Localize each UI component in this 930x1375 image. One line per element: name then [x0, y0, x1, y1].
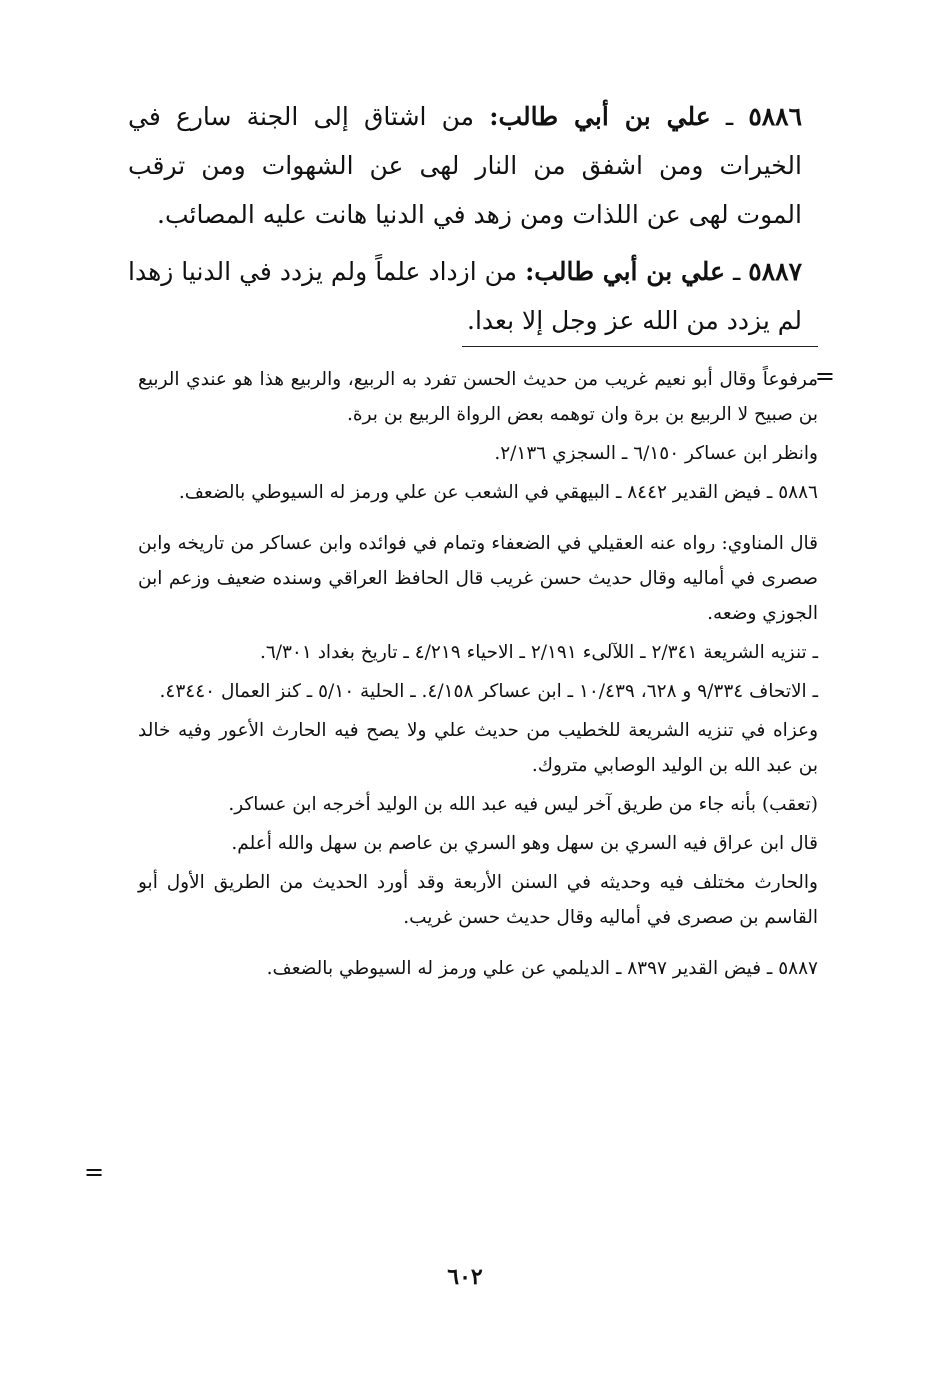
hadith-narrator: علي بن أبي طالب: [525, 257, 725, 286]
footnote-paragraph: قال ابن عراق فيه السري بن سهل وهو السري بن عاصم بن سهل والله أعلم. [231, 833, 818, 854]
footnote-paragraph: ـ الاتحاف ٩/٣٣٤ و ٦٢٨، ١٠/٤٣٩ ـ ابن عساكر ٤/١٥٨. ـ الحلية ٥/١٠ ـ كنز العمال ٤٣٤٤٠. [159, 681, 818, 702]
hadith-number: ٥٨٨٦ [748, 102, 803, 131]
footnote-paragraph: ـ تنزيه الشريعة ٢/٣٤١ ـ اللآلىء ٢/١٩١ ـ الاحياء ٤/٢١٩ ـ تاريخ بغداد ٦/٣٠١. [259, 642, 818, 663]
footnote-paragraph: ٥٨٨٦ ـ فيض القدير ٨٤٤٢ ـ البيهقي في الشعب عن علي ورمز له السيوطي بالضعف. [178, 482, 818, 503]
hadith-entry: ٥٨٨٦ ـ علي بن أبي طالب: من اشتاق إلى الجنة سارع في الخيرات ومن اشفق من النار لهى عن الشهوات ومن ترقب الموت لهى عن اللذات ومن زهد في الدنيا هانت عليه المصائب. [128, 102, 803, 229]
main-text [128, 92, 802, 353]
hadith-number: ٥٨٨٧ [748, 257, 803, 286]
hadith-text: من ازداد علماً ولم يزدد في الدنيا زهدا لم يزدد من الله عز وجل إلا بعدا. [128, 257, 802, 335]
hadith-text: من اشتاق إلى الجنة سارع في الخيرات ومن اشفق من النار لهى عن الشهوات ومن ترقب الموت لهى عن اللذات ومن زهد في الدنيا هانت عليه المصائب. [128, 102, 802, 229]
footnote-paragraph: ٥٨٨٧ ـ فيض القدير ٨٣٩٧ ـ الديلمي عن علي ورمز له السيوطي بالضعف. [266, 958, 818, 979]
footnote-paragraph: وانظر ابن عساكر ٦/١٥٠ ـ السجزي ٢/١٣٦. [494, 443, 818, 464]
footnote-paragraph: والحارث مختلف فيه وحديثه في السنن الأربعة وقد أورد الحديث من الطريق الأول أبو القاسم بن صصرى في أماليه وقال حديث حسن غريب. [138, 872, 818, 928]
footnote-paragraph: (تعقب) بأنه جاء من طريق آخر ليس فيه عبد الله بن الوليد أخرجه ابن عساكر. [228, 794, 818, 815]
footnotes [138, 362, 818, 990]
hadith-entry: ٥٨٨٧ ـ علي بن أبي طالب: من ازداد علماً ولم يزدد في الدنيا زهدا لم يزدد من الله عز وجل إلا بعدا. [128, 257, 803, 335]
footnote-separator [462, 346, 818, 347]
hadith-narrator: علي بن أبي طالب: [489, 102, 711, 131]
footnote-paragraph: وعزاه في تنزيه الشريعة للخطيب من حديث علي ولا يصح فيه الحارث الأعور وفيه خالد بن عبد الله بن الوليد الوصابي متروك. [138, 720, 818, 776]
continuation-mark-bottom: = [84, 1158, 105, 1186]
page-number: ٦٠٢ [447, 1264, 483, 1290]
continuation-mark-top: = [814, 362, 835, 390]
footnote-paragraph: قال المناوي: رواه عنه العقيلي في الضعفاء وتمام في فوائده وابن عساكر من تاريخه وابن صصرى في أماليه وقال حديث حسن غريب قال الحافظ العراقي وسنده ضعيف وزعم ابن الجوزي وضعه. [138, 533, 818, 624]
footnote-paragraph: مرفوعاً وقال أبو نعيم غريب من حديث الحسن تفرد به الربيع، والربيع هذا هو عندي الربيع بن صبيح لا الربيع بن برة وان توهمه بعض الرواة الربيع بن برة. [138, 369, 818, 425]
